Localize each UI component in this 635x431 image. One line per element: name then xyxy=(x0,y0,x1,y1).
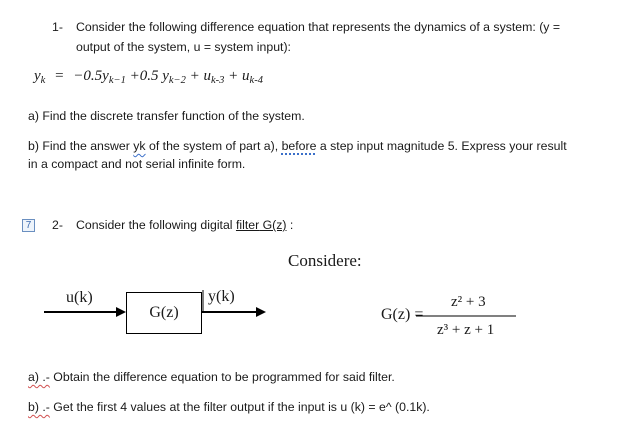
input-label: u(k) xyxy=(66,289,93,306)
part-b-post: a step input magnitude 5. Express your result xyxy=(316,139,567,153)
problem-1-part-b-line2: in a compact and not serial infinite form. xyxy=(28,157,246,171)
part-b-mid: of the system of part a), xyxy=(145,139,282,153)
filter-block: G(z) xyxy=(126,292,202,334)
part-b-text: Get the first 4 values at the filter output if the input is u (k) = e^ (0.1k). xyxy=(49,400,430,414)
considere-label: Considere: xyxy=(288,251,362,270)
part-b-pre: b) Find the answer xyxy=(28,139,134,153)
intro-filter: filter xyxy=(235,218,260,232)
intro-gz: G(z) xyxy=(259,218,287,232)
transfer-denominator: z³ + z + 1 xyxy=(437,322,495,338)
part-b-before: before xyxy=(281,139,317,153)
transfer-function-lhs: G(z) = xyxy=(381,306,424,323)
eq-term-1: −0.5y xyxy=(73,68,109,84)
problem-1-part-a: a) Find the discrete transfer function of the system. xyxy=(28,109,305,123)
eq-term-1-sub: k−1 xyxy=(108,75,126,86)
problem-1-number: 1- xyxy=(52,20,63,34)
problem-2-part-b xyxy=(28,399,430,416)
part-a-marker: a) .- xyxy=(28,370,50,384)
eq-lhs-sub: k xyxy=(40,75,46,86)
problem-1-text-line1: Consider the following difference equation that represents the dynamics of a system: (y = xyxy=(76,20,561,34)
problem-2-number: 2- xyxy=(52,218,63,232)
part-b-yk: yk xyxy=(133,139,146,153)
output-label: y(k) xyxy=(208,288,235,305)
part-b-marker: b) .- xyxy=(28,400,50,414)
intro-post: : xyxy=(286,218,294,232)
eq-term-4: + u xyxy=(228,68,250,84)
eq-equals: = xyxy=(55,68,64,84)
part-a-text: Obtain the difference equation to be programmed for said filter. xyxy=(49,370,395,384)
transfer-numerator: z² + 3 xyxy=(451,294,486,310)
eq-term-2-sub: k−2 xyxy=(168,75,186,86)
output-arrow-head xyxy=(256,307,266,317)
eq-lhs: y xyxy=(34,68,41,84)
comment-marker-icon[interactable]: 7 xyxy=(22,219,35,232)
input-arrow-head xyxy=(116,307,126,317)
eq-term-3-sub: k-3 xyxy=(211,75,225,86)
eq-term-2: +0.5 y xyxy=(129,68,169,84)
problem-2-part-a xyxy=(28,369,395,386)
eq-term-3: + u xyxy=(189,68,211,84)
intro-pre: Consider the following digital xyxy=(76,218,236,232)
eq-term-4-sub: k-4 xyxy=(249,75,263,86)
problem-1-text-line2: output of the system, u = system input): xyxy=(76,40,291,54)
